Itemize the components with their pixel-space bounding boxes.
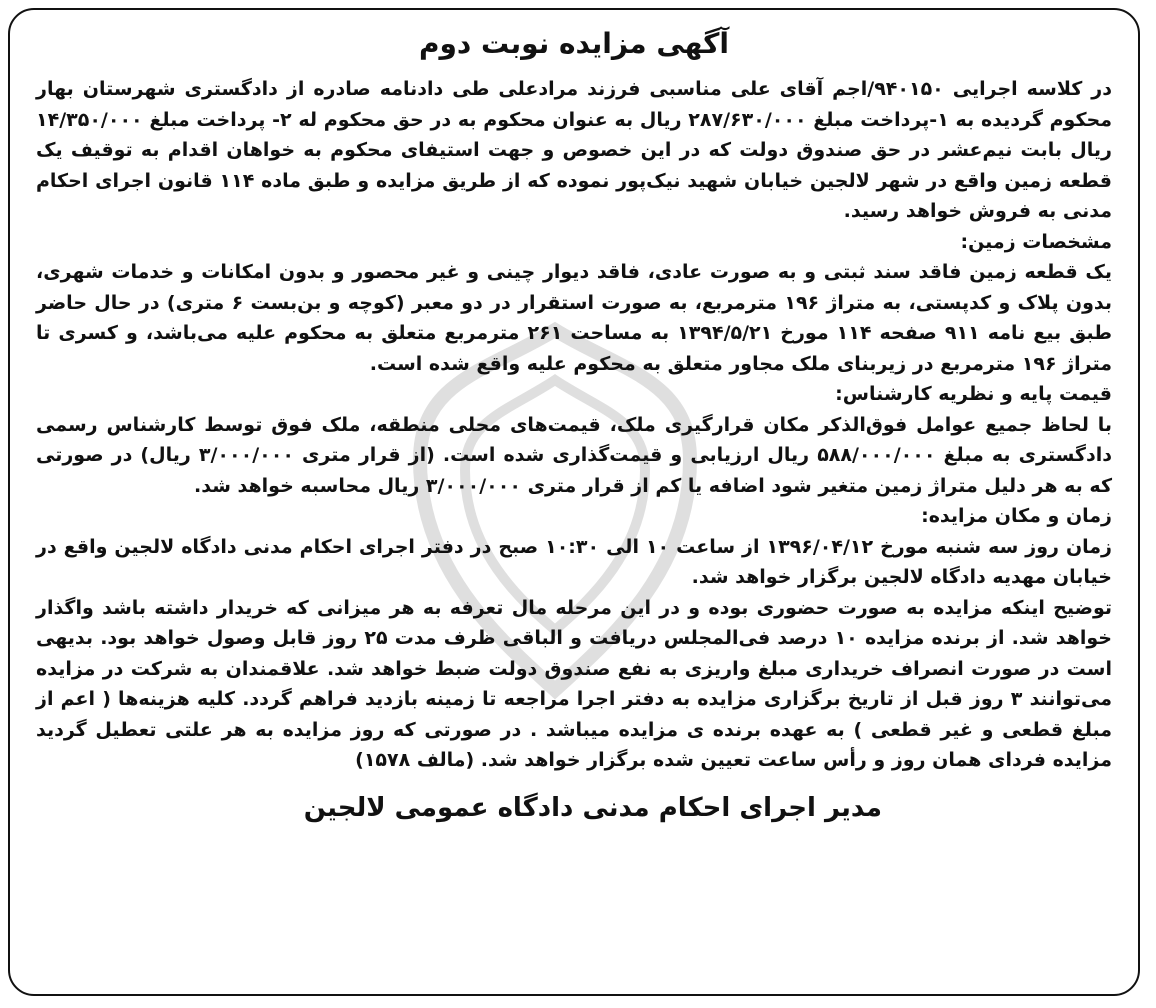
notice-frame <box>8 8 1140 996</box>
signature: مدیر اجرای احکام مدنی دادگاه عمومی لالجین <box>303 792 882 823</box>
time-place-description: زمان روز سه شنبه مورخ ۱۳۹۶/۰۴/۱۲ از ساعت ۱۰ الی ۱۰:۳۰ صبح در دفتر اجرای احکام مدنی دادگاه لالجین واقع در خیابان مهدیه دادگاه لالجین برگزار خواهد شد. <box>36 535 1112 588</box>
notice-title: آگهی مزایده نوبت دوم <box>418 27 730 60</box>
land-description: یک قطعه زمین فاقد سند ثبتی و به صورت عادی، فاقد دیوار چینی و غیر محصور و بدون امکانات و خدمات شهری، بدون پلاک و کدپستی، به متراژ ۱۹۶ مترمربع، به صورت استقرار در دو معبر (کوچه و بن‌بست ۶ متری) در حال حاضر طبق بیع نامه ۹۱۱ صفحه ۱۱۴ مورخ ۱۳۹۴/۵/۲۱ به مساحت ۲۶۱ مترمربع متعلق به محکوم علیه می‌باشد، و کسری تا متراژ ۱۹۶ مترمربع در زیربنای ملک مجاور متعلق به محکوم علیه واقع شده است. <box>36 261 1113 375</box>
price-description: با لحاظ جمیع عوامل فوق‌الذکر مکان قرارگیری ملک، قیمت‌های محلی منطقه، ملک فوق توسط کارشناس رسمی دادگستری به مبلغ ۵۸۸/۰۰۰/۰۰۰ ریال ارزیابی و قیمت‌گذاری شده است. (از قرار متری ۳/۰۰۰/۰۰۰ ریال) در صورتی که به هر دلیل متراژ زمین متغیر شود اضافه یا کم از قرار متری ۳/۰۰۰/۰۰۰ ریال محاسبه خواهد شد. <box>36 413 1112 497</box>
land-heading: مشخصات زمین: <box>960 230 1112 253</box>
notice-content <box>36 24 1112 826</box>
price-heading: قیمت پایه و نظریه کارشناس: <box>835 383 1112 405</box>
explanation-text: توضیح اینکه مزایده به صورت حضوری بوده و در این مرحله مال تعرفه به هر میزانی که خریدار داشته باشد واگذار خواهد شد. از برنده مزایده ۱۰ درصد فی‌المجلس دریافت و الباقی ظرف مدت ۲۵ روز قابل وصول خواهد بود. بدیهی است در صورت انصراف خریداری مبلغ واریزی به نفع صندوق دولت ضبط خواهد شد. علاقمندان به شرکت در مزایده می‌توانند ۳ روز قبل از تاریخ برگزاری مزایده به دفتر اجرا مراجعه تا زمینه بازدید فراهم گردد. کلیه هزینه‌ها ( اعم از مبلغ قطعی و غیر قطعی ) به عهده برنده ی مزایده میباشد . در صورتی که روز مزایده به هر علتی تعطیل گردید مزایده فردای همان روز و رأس ساعت تعیین شده برگزار خواهد شد. (مالف ۱۵۷۸) <box>36 596 1112 771</box>
time-place-heading: زمان و مکان مزایده: <box>921 505 1112 527</box>
notice-intro: در کلاسه اجرایی ۹۴۰۱۵۰/اجم آقای علی مناسبی فرزند مرادعلی طی دادنامه صادره از دادگستری شهرستان بهار محکوم گردیده به ۱-پرداخت مبلغ ۲۸۷/۶۳۰/۰۰۰ ریال به عنوان محکوم به در حق محکوم له ۲- پرداخت مبلغ ۱۴/۳۵۰/۰۰۰ ریال بابت نیم‌عشر در حق صندوق دولت که در این خصوص و جهت استیفای محکوم به خواهان اقدام به توقیف یک قطعه زمین واقع در شهر لالجین خیابان شهید نیک‌پور نموده که از طریق مزایده و طبق ماده ۱۱۴ قانون اجرای احکام مدنی به فروش خواهد رسید. <box>36 78 1112 222</box>
